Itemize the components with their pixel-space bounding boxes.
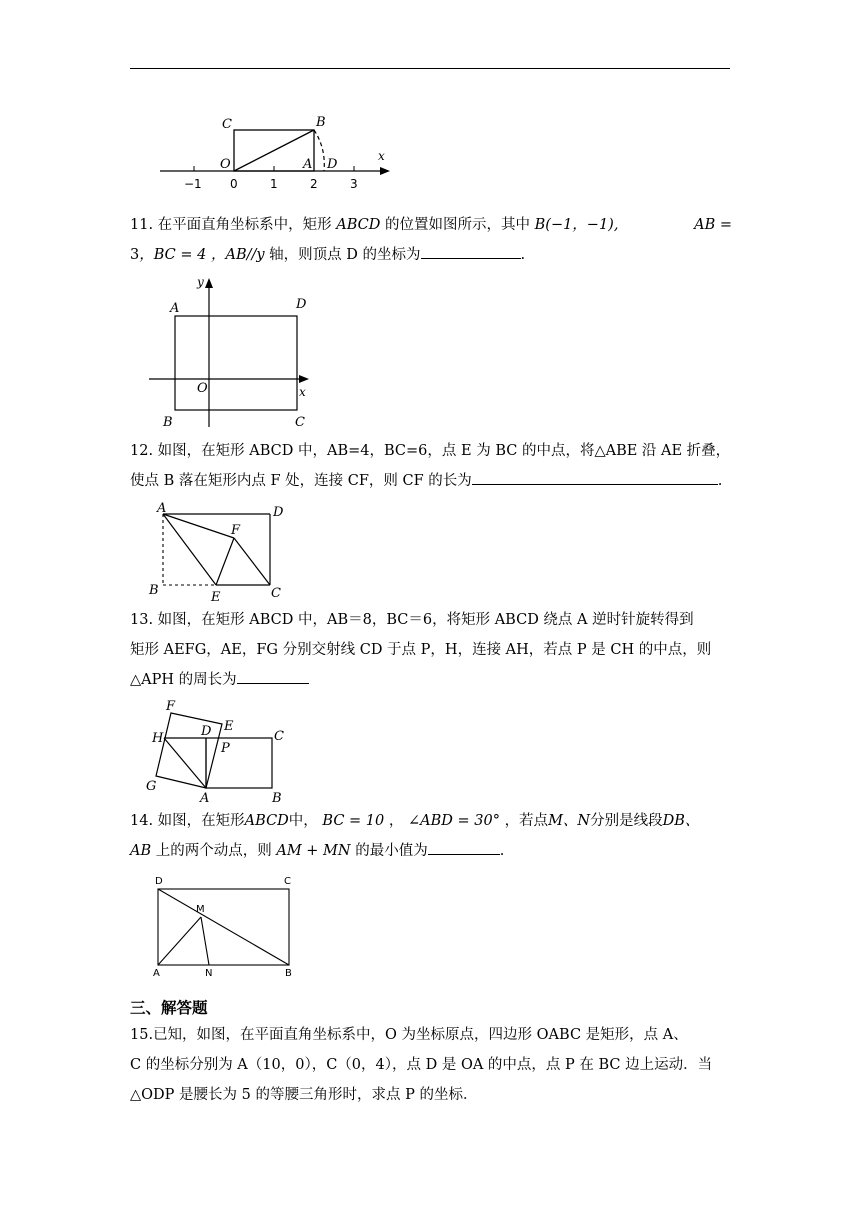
q11-number: 11. bbox=[130, 217, 154, 233]
label-e: E bbox=[224, 719, 234, 734]
label-c: C bbox=[274, 729, 284, 744]
label-p: P bbox=[221, 741, 230, 756]
label-d: D bbox=[296, 297, 307, 312]
header-rule bbox=[130, 68, 730, 69]
label-d: D bbox=[201, 724, 212, 739]
label-b: B bbox=[272, 791, 282, 806]
question-12: 12. 如图，在矩形 ABCD 中，AB=4，BC=6，点 E 为 BC 的中点，将△ABE 沿 AE 折叠， 使点 B 落在矩形内点 F 处，连接 CF，则 CF 的长为 . bbox=[130, 443, 731, 489]
tick-0: 0 bbox=[230, 177, 238, 191]
tick-neg1: −1 bbox=[184, 177, 202, 191]
label-x: x bbox=[378, 149, 385, 163]
label-y: y bbox=[197, 275, 204, 289]
label-a: A bbox=[157, 501, 167, 516]
label-b: B bbox=[285, 968, 292, 979]
q14-answer-blank bbox=[428, 838, 500, 855]
question-15: 15.已知，如图，在平面直角坐标系中，O 为坐标原点，四边形 OABC 是矩形，点 A、 C 的坐标分别为 A（10，0），C（0，4），点 D 是 OA 的中点，点 P 在 BC 边上运动．当 △ODP 是腰长为 5 的等腰三角形时，求点 P 的坐标． bbox=[130, 1027, 713, 1103]
question-11: 11. 在平面直角坐标系中，矩形 ABCD 的位置如图所示，其中 B(−1，−1), AB = 3，BC = 4 ，AB//y 轴，则顶点 D 的坐标为 . bbox=[130, 217, 732, 263]
question-14: 14. 如图，在矩形ABCD中， BC = 10 ， ∠ABD = 30° ，若点M、N分别是线段DB、 AB 上的两个动点，则 AM + MN 的最小值为 . bbox=[130, 813, 700, 859]
section-heading: 三、解答题 bbox=[130, 999, 208, 1017]
label-e: E bbox=[211, 590, 221, 605]
label-c: C bbox=[295, 415, 305, 430]
figure-q14-rectangle-diagonal bbox=[145, 872, 305, 980]
label-c: C bbox=[222, 117, 232, 132]
q13-answer-blank bbox=[237, 667, 309, 684]
label-a: A bbox=[200, 791, 210, 806]
label-d: D bbox=[327, 157, 338, 172]
label-a: A bbox=[170, 301, 180, 316]
label-c: C bbox=[284, 876, 291, 887]
label-b: B bbox=[316, 115, 326, 130]
q11-answer-blank bbox=[421, 242, 521, 259]
tick-2: 2 bbox=[310, 177, 318, 191]
tick-1: 1 bbox=[270, 177, 278, 191]
tick-3: 3 bbox=[350, 177, 358, 191]
label-o: O bbox=[197, 381, 208, 396]
label-o: O bbox=[220, 157, 231, 172]
question-13: 13. 如图，在矩形 ABCD 中，AB＝8，BC＝6，将矩形 ABCD 绕点 A 逆时针旋转得到 矩形 AEFG，AE，FG 分别交射线 CD 于点 P，H，连接 AH，若点 P 是 CH 的中点，则 △APH 的周长为 bbox=[130, 612, 712, 688]
label-c: C bbox=[271, 586, 281, 601]
label-a: A bbox=[303, 157, 313, 172]
label-f: F bbox=[166, 699, 176, 714]
label-g: G bbox=[146, 779, 157, 794]
label-d: D bbox=[155, 876, 163, 887]
figure-q13-rotated-rectangle bbox=[142, 698, 297, 808]
label-x: x bbox=[299, 385, 306, 399]
label-b: B bbox=[163, 415, 173, 430]
label-a: A bbox=[153, 968, 160, 979]
label-f: F bbox=[231, 523, 241, 538]
label-m: M bbox=[196, 904, 205, 915]
figure-q11-coordinate-rectangle bbox=[145, 272, 325, 432]
label-d: D bbox=[273, 505, 284, 520]
figure-number-line-rectangle bbox=[150, 108, 400, 193]
label-h: H bbox=[152, 731, 164, 746]
q12-answer-blank bbox=[472, 468, 718, 485]
label-b: B bbox=[149, 583, 159, 598]
label-n: N bbox=[205, 968, 213, 979]
figure-q12-fold-rectangle bbox=[145, 500, 295, 605]
